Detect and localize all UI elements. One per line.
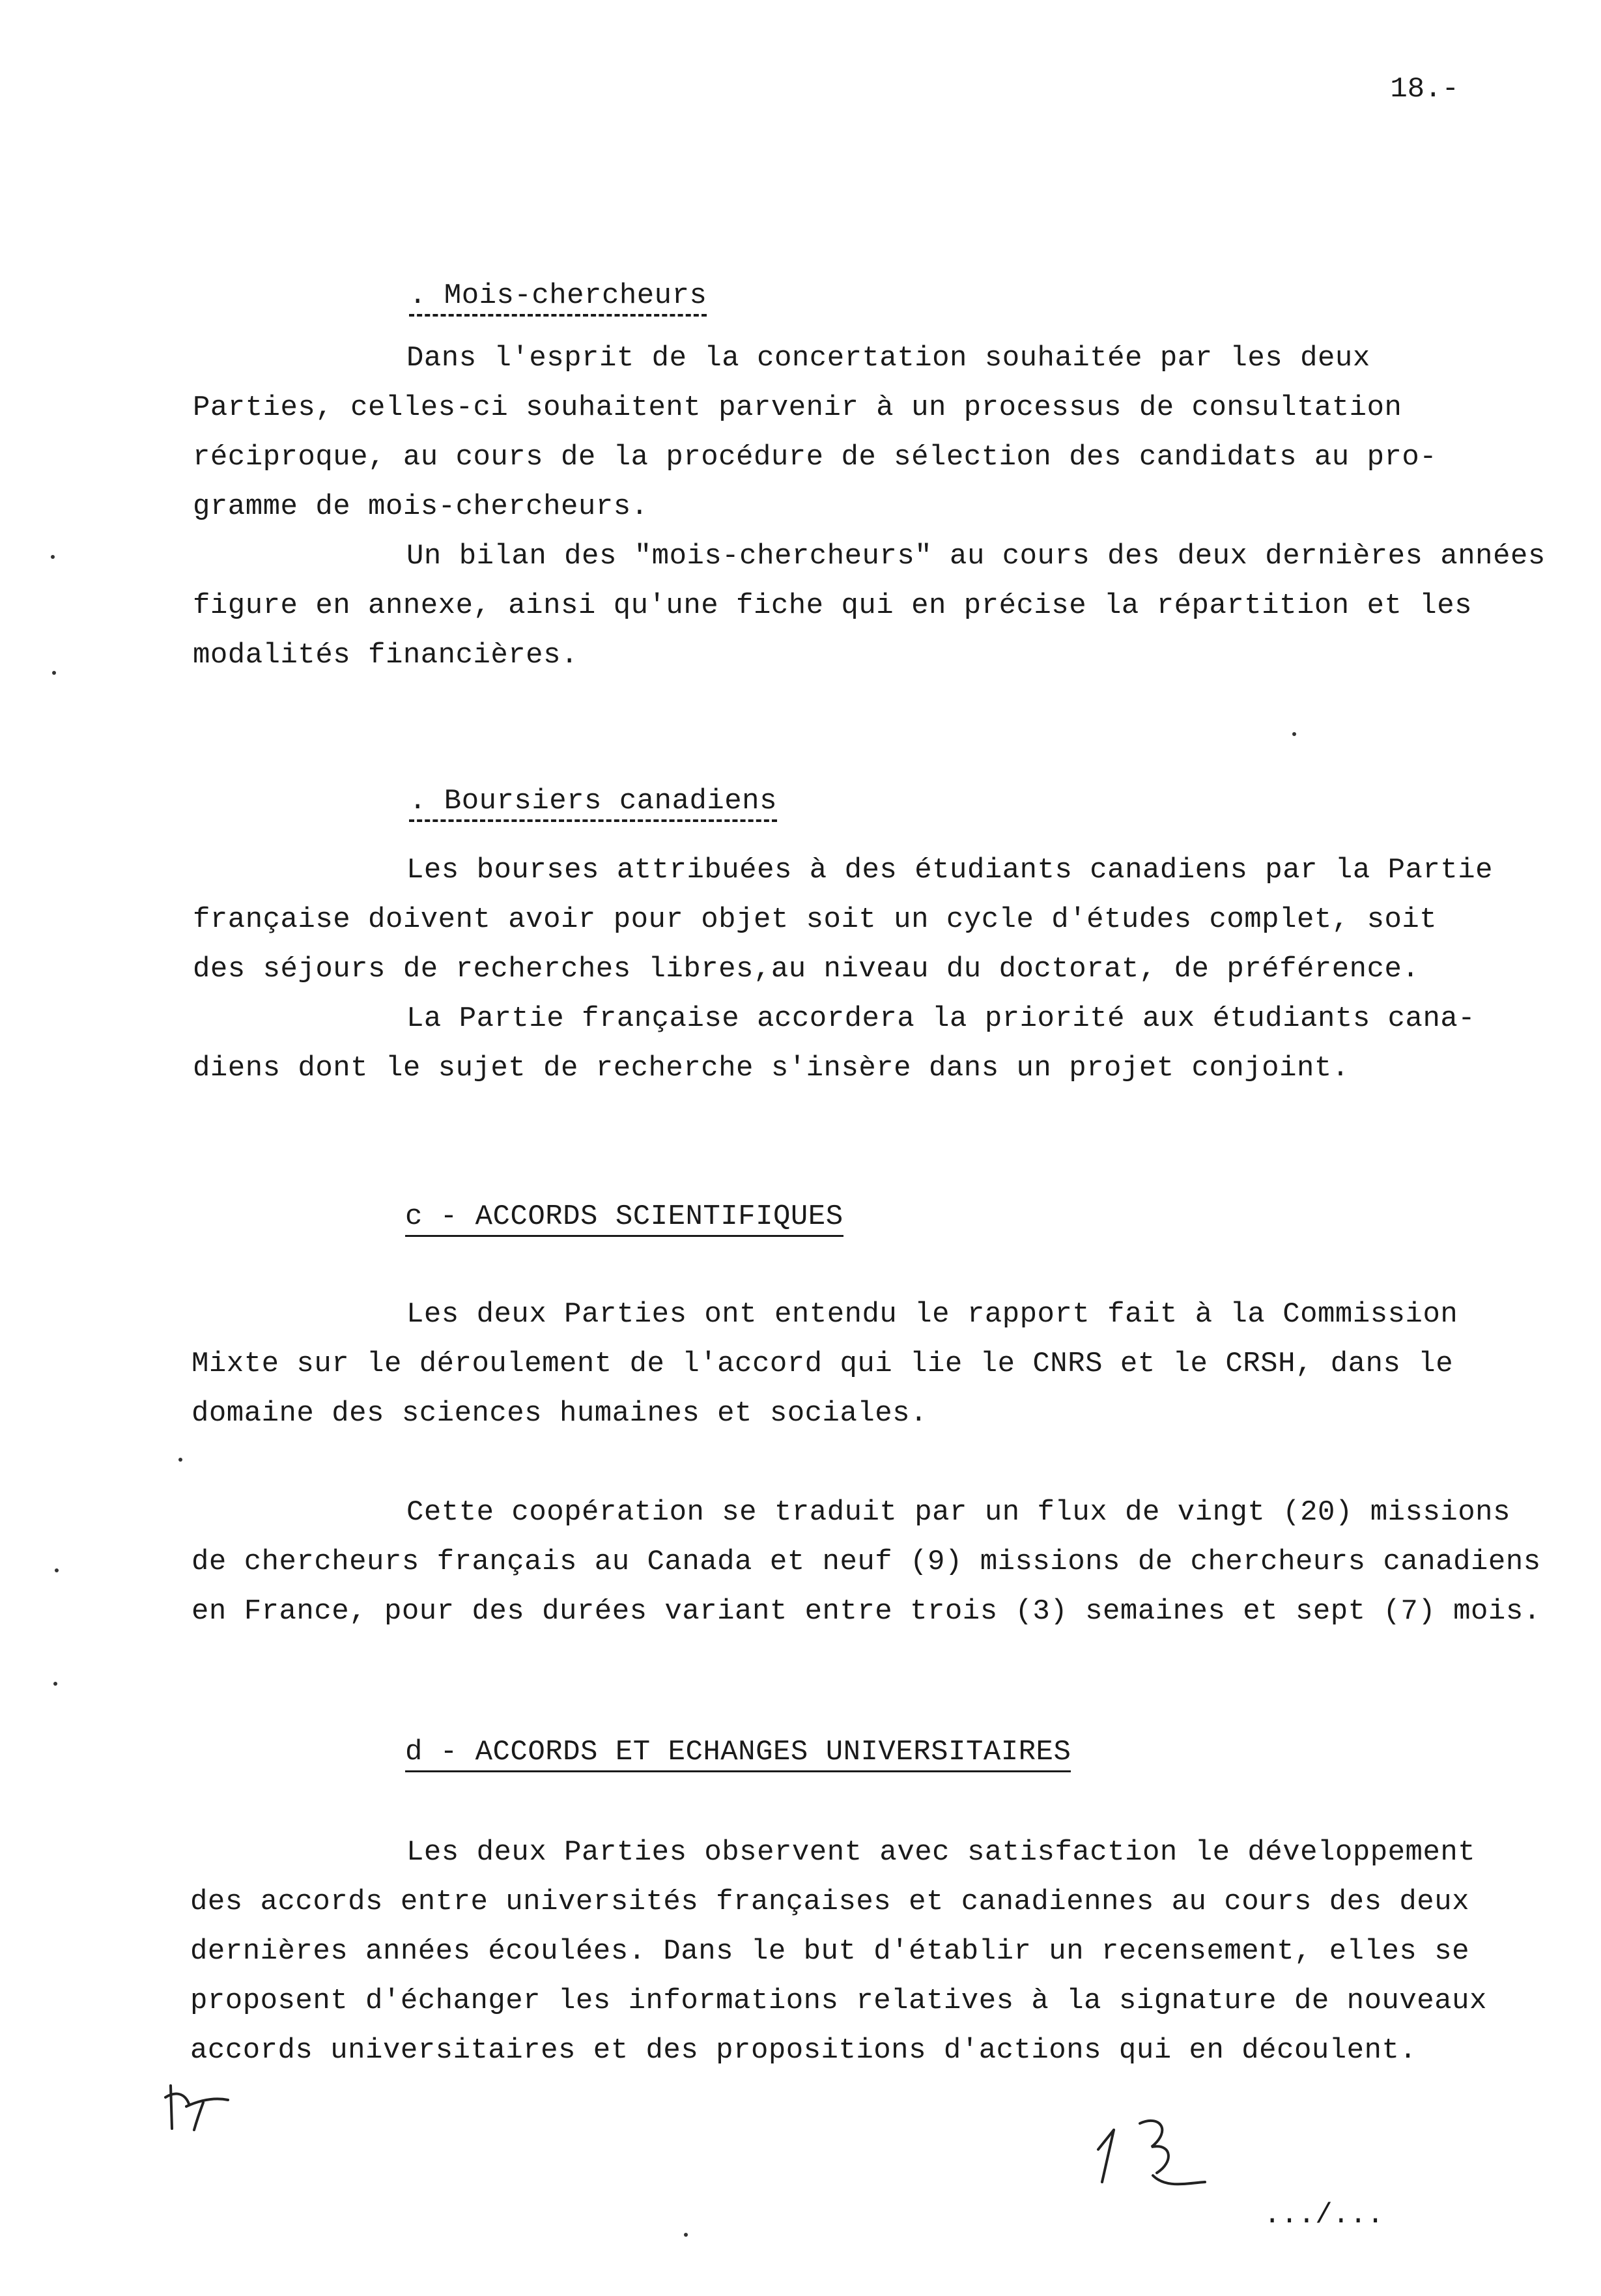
scan-artifact — [51, 555, 55, 559]
paragraph-line: Mixte sur le déroulement de l'accord qui lie le CNRS et le CRSH, dans le — [191, 1348, 1454, 1380]
paragraph-line: en France, pour des durées variant entre trois (3) semaines et sept (7) mois. — [191, 1595, 1541, 1628]
scan-artifact — [53, 1682, 57, 1686]
section-heading-accords-universitaires: d - ACCORDS ET ECHANGES UNIVERSITAIRES — [405, 1735, 1071, 1772]
paragraph-line: diens dont le sujet de recherche s'insère dans un projet conjoint. — [193, 1052, 1350, 1084]
paragraph-line: accords universitaires et des propositions d'actions qui en découlent. — [190, 2034, 1417, 2067]
paragraph-line: réciproque, au cours de la procédure de sélection des candidats au pro- — [193, 441, 1438, 474]
paragraph-line: des séjours de recherches libres,au niveau du doctorat, de préférence. — [193, 953, 1420, 985]
handwritten-initials-left — [163, 2078, 234, 2136]
handwritten-initials-right — [1094, 2110, 1211, 2195]
paragraph-line: dernières années écoulées. Dans le but d'établir un recensement, elles se — [190, 1935, 1470, 1968]
scan-artifact — [55, 1568, 59, 1572]
paragraph-line: Dans l'esprit de la concertation souhaitée par les deux — [406, 342, 1370, 375]
paragraph-line: Les bourses attribuées à des étudiants canadiens par la Partie — [406, 854, 1494, 886]
paragraph-line: Les deux Parties ont entendu le rapport fait à la Commission — [406, 1298, 1458, 1331]
paragraph-line: Les deux Parties observent avec satisfaction le développement — [406, 1836, 1476, 1869]
paragraph-line: modalités financières. — [193, 639, 578, 672]
paragraph-line: Cette coopération se traduit par un flux de vingt (20) missions — [406, 1496, 1510, 1529]
paragraph-line: de chercheurs français au Canada et neuf (9) missions de chercheurs canadiens — [191, 1546, 1541, 1578]
section-heading-mois-chercheurs: . Mois-chercheurs — [409, 279, 707, 317]
scan-artifact — [1292, 732, 1296, 736]
scan-artifact — [52, 671, 56, 675]
paragraph-line: figure en annexe, ainsi qu'une fiche qui en précise la répartition et les — [193, 589, 1473, 622]
paragraph-line: française doivent avoir pour objet soit un cycle d'études complet, soit — [193, 903, 1438, 936]
section-heading-boursiers-canadiens: . Boursiers canadiens — [409, 784, 777, 822]
paragraph-line: proposent d'échanger les informations relatives à la signature de nouveaux — [190, 1985, 1487, 2017]
paragraph-line: Un bilan des "mois-chercheurs" au cours des deux dernières années — [406, 540, 1546, 573]
page-number: 18.- — [1390, 73, 1459, 106]
paragraph-line: domaine des sciences humaines et sociales. — [191, 1397, 928, 1430]
paragraph-line: La Partie française accordera la priorité aux étudiants cana- — [406, 1002, 1476, 1035]
scan-artifact — [178, 1458, 182, 1462]
continuation-marker: .../... — [1264, 2199, 1384, 2232]
paragraph-line: Parties, celles-ci souhaitent parvenir à un processus de consultation — [193, 391, 1402, 424]
paragraph-line: des accords entre universités françaises et canadiennes au cours des deux — [190, 1886, 1470, 1918]
scan-artifact — [684, 2233, 688, 2237]
section-heading-accords-scientifiques: c - ACCORDS SCIENTIFIQUES — [405, 1200, 843, 1237]
paragraph-line: gramme de mois-chercheurs. — [193, 490, 649, 523]
